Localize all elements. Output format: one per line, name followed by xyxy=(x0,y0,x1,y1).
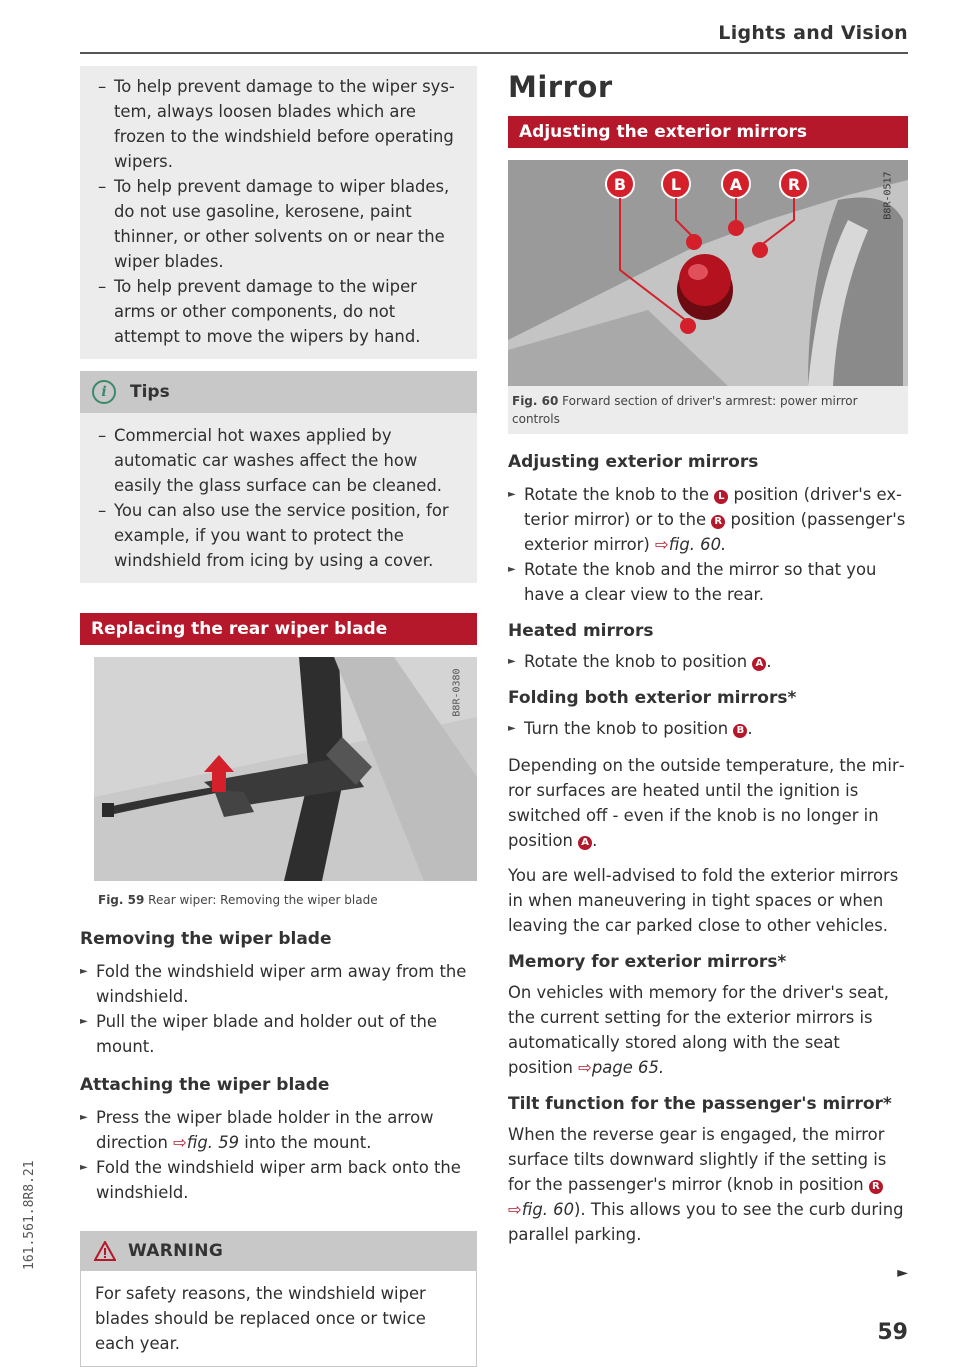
label-R: R xyxy=(787,175,801,194)
paragraph-text: When the reverse gear is engaged, the mirror surface tilts downward slightly if the setting is for the passenger's mirror (knob in position xyxy=(508,1125,887,1194)
page-title: Mirror xyxy=(508,70,613,104)
figure-60 xyxy=(508,160,908,386)
step-text: Turn the knob to position xyxy=(524,719,729,738)
warning-header xyxy=(80,1231,477,1271)
step-text: Rotate the knob to the xyxy=(524,485,710,504)
list-item: – You can also use the service position, for example, if you want to protect the windshield from icing by using a cover. xyxy=(94,498,463,573)
figure-caption-text: Rear wiper: Removing the wiper blade xyxy=(148,893,378,907)
list-item: – To help prevent damage to the wiper system, always loosen blades which are frozen to the windshield before operating wipers. xyxy=(94,74,463,174)
ref-arrow-icon: ⇨ xyxy=(655,535,669,554)
step-text: into the mount. xyxy=(244,1133,372,1152)
tips-box xyxy=(80,413,477,583)
step-item: ► Fold the windshield wiper arm back onto the windshield. xyxy=(80,1155,477,1205)
heading-folding: Folding both exterior mirrors* xyxy=(508,688,797,708)
ref-arrow-icon: ⇨ xyxy=(578,1058,592,1077)
paragraph-text: ). This allows you to see the curb during parallel parking. xyxy=(508,1200,904,1244)
step-item: ► Pull the wiper blade and holder out of the mount. xyxy=(80,1009,477,1059)
info-icon: i xyxy=(92,380,116,404)
caution-list-box xyxy=(80,66,477,359)
position-A-symbol: A xyxy=(578,836,592,850)
continued-arrow-icon: ► xyxy=(897,1265,908,1281)
list-item: – To help prevent damage to the wiper arms or other components, do not attempt to move the wipers by hand. xyxy=(94,274,463,349)
figure-caption xyxy=(508,386,908,434)
position-R-symbol: R xyxy=(869,1180,883,1194)
paragraph: You are well-advised to fold the exterior mirrors in when maneuvering in tight spaces or when leaving the car parked close to other vehicles. xyxy=(508,866,899,935)
position-B-symbol: B xyxy=(733,724,747,738)
heading-memory: Memory for exterior mirrors* xyxy=(508,952,787,972)
left-column xyxy=(80,66,477,1367)
paragraph-text: On vehicles with memory for the driver's seat, the current setting for the exterior mirrors is automatically stored along with the seat position xyxy=(508,983,889,1077)
heading-tilt: Tilt function for the passenger's mirror* xyxy=(508,1094,892,1114)
header-rule xyxy=(80,52,908,54)
figure-reference[interactable]: fig. 59 xyxy=(186,1133,240,1152)
figure-caption-text: Forward section of driver's armrest: power mirror controls xyxy=(512,394,858,426)
ref-arrow-icon: ⇨ xyxy=(508,1200,522,1219)
step-text: position (driver's exterior mirror) or to the xyxy=(524,485,902,529)
list-item: – Commercial hot waxes applied by automatic car washes affect the how easily the glass surface can be cleaned. xyxy=(94,423,463,498)
step-text: position (passenger's exterior mirror) xyxy=(524,510,906,554)
paragraph xyxy=(508,980,908,1080)
step-item: ► Turn the knob to position B . xyxy=(508,716,908,741)
section-title-mirrors: Adjusting the exterior mirrors xyxy=(508,116,908,148)
heading-attaching: Attaching the wiper blade xyxy=(80,1075,330,1095)
figure-reference[interactable]: fig. 60. xyxy=(668,535,727,554)
paragraph xyxy=(508,1122,908,1247)
tips-header xyxy=(80,371,477,413)
warning-icon xyxy=(94,1241,116,1261)
figure-label: Fig. 59 xyxy=(98,893,145,907)
position-A-symbol: A xyxy=(752,657,766,671)
figure-reference[interactable]: fig. 60 xyxy=(521,1200,575,1219)
step-item xyxy=(508,482,908,557)
page-reference[interactable]: page 65. xyxy=(591,1058,665,1077)
label-A: A xyxy=(729,175,743,194)
label-L: L xyxy=(670,175,682,194)
mirror-controls-illustration xyxy=(508,160,908,386)
step-item xyxy=(80,1105,477,1155)
figure-59 xyxy=(94,657,477,881)
figure-caption xyxy=(98,891,477,909)
step-item: ► Rotate the knob and the mirror so that you have a clear view to the rear. xyxy=(508,557,908,607)
paragraph: Depending on the outside temperature, the mirror surfaces are heated until the ignition is switched off - even if the knob is no longer in position A . xyxy=(508,756,905,850)
figure-label: Fig. 60 xyxy=(512,394,559,408)
step-item: ► Rotate the knob to position A . xyxy=(508,649,908,674)
list-item: – To help prevent damage to wiper blades, do not use gasoline, kerosene, paint thinner, or other solvents on or near the wiper blades. xyxy=(94,174,463,274)
right-column xyxy=(508,70,908,1247)
side-code: 161.561.8R8.21 xyxy=(22,1160,37,1270)
rear-wiper-illustration xyxy=(94,657,477,881)
section-title-rear-wiper: Replacing the rear wiper blade xyxy=(80,613,477,645)
step-text: Press the wiper blade holder in the arrow direction xyxy=(96,1108,434,1152)
page-number: 59 xyxy=(877,1320,908,1345)
warning-body xyxy=(80,1271,477,1367)
paragraph-text: Depending on the outside temperature, the mirror surfaces are heated until the ignition is switched off - even if the knob is no longer in position xyxy=(508,756,905,850)
figure-code: B8R-0380 xyxy=(451,668,463,717)
warning-title: WARNING xyxy=(128,1241,224,1261)
heading-heated: Heated mirrors xyxy=(508,621,654,641)
ref-arrow-icon: ⇨ xyxy=(173,1133,187,1152)
running-header: Lights and Vision xyxy=(718,22,908,44)
label-B: B xyxy=(613,175,627,194)
step-text: Rotate the knob to position xyxy=(524,652,748,671)
step-item: ► Fold the windshield wiper arm away from the windshield. xyxy=(80,959,477,1009)
position-L-symbol: L xyxy=(714,490,728,504)
tips-title: Tips xyxy=(130,382,170,402)
warning-text: For safety reasons, the windshield wiper blades should be replaced once or twice each year. xyxy=(95,1284,426,1353)
heading-removing: Removing the wiper blade xyxy=(80,929,332,949)
heading-adjusting: Adjusting exterior mirrors xyxy=(508,452,759,472)
figure-code: B8R-0517 xyxy=(882,171,894,220)
position-R-symbol: R xyxy=(711,515,725,529)
